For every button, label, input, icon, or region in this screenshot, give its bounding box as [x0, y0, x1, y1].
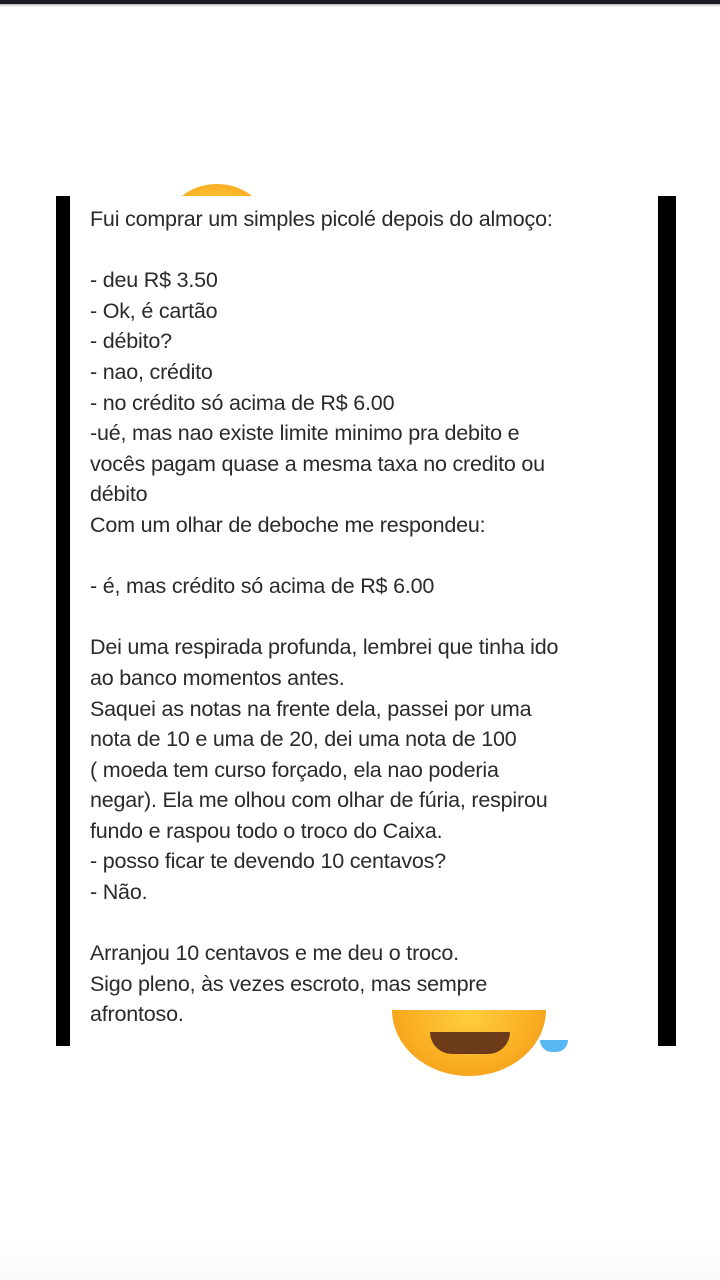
bottom-area: [0, 1240, 720, 1280]
tear-drop-icon: [540, 1040, 568, 1052]
emoji-mouth: [430, 1032, 510, 1054]
laughing-face-emoji-icon: [392, 1010, 546, 1076]
top-strip-shadow: [0, 4, 720, 7]
post-text: Fui comprar um simples picolé depois do almoço: - deu R$ 3.50 - Ok, é cartão - débito? - nao, crédito - no crédito só acima de R$ 6.00 -ué, mas nao existe limite minimo pra debito e vocês pagam quase a mesma taxa no credito ou débito Com um olhar de deboche me respondeu: - é, mas crédito só acima de R$ 6.00 Dei uma respirada profunda, lembrei que tinha ido ao banco momentos antes. Saquei as notas na frente dela, passei por uma nota de 10 e uma de 20, dei uma nota de 100 ( moeda tem curso forçado, ela nao poderia negar). Ela me olhou com olhar de fúria, respirou fundo e raspou todo o troco do Caixa. - posso ficar te devendo 10 centavos? - Não. Arranjou 10 centavos e me deu o troco. Sigo pleno, às vezes escroto, mas sempre afrontoso.: [90, 207, 559, 1027]
